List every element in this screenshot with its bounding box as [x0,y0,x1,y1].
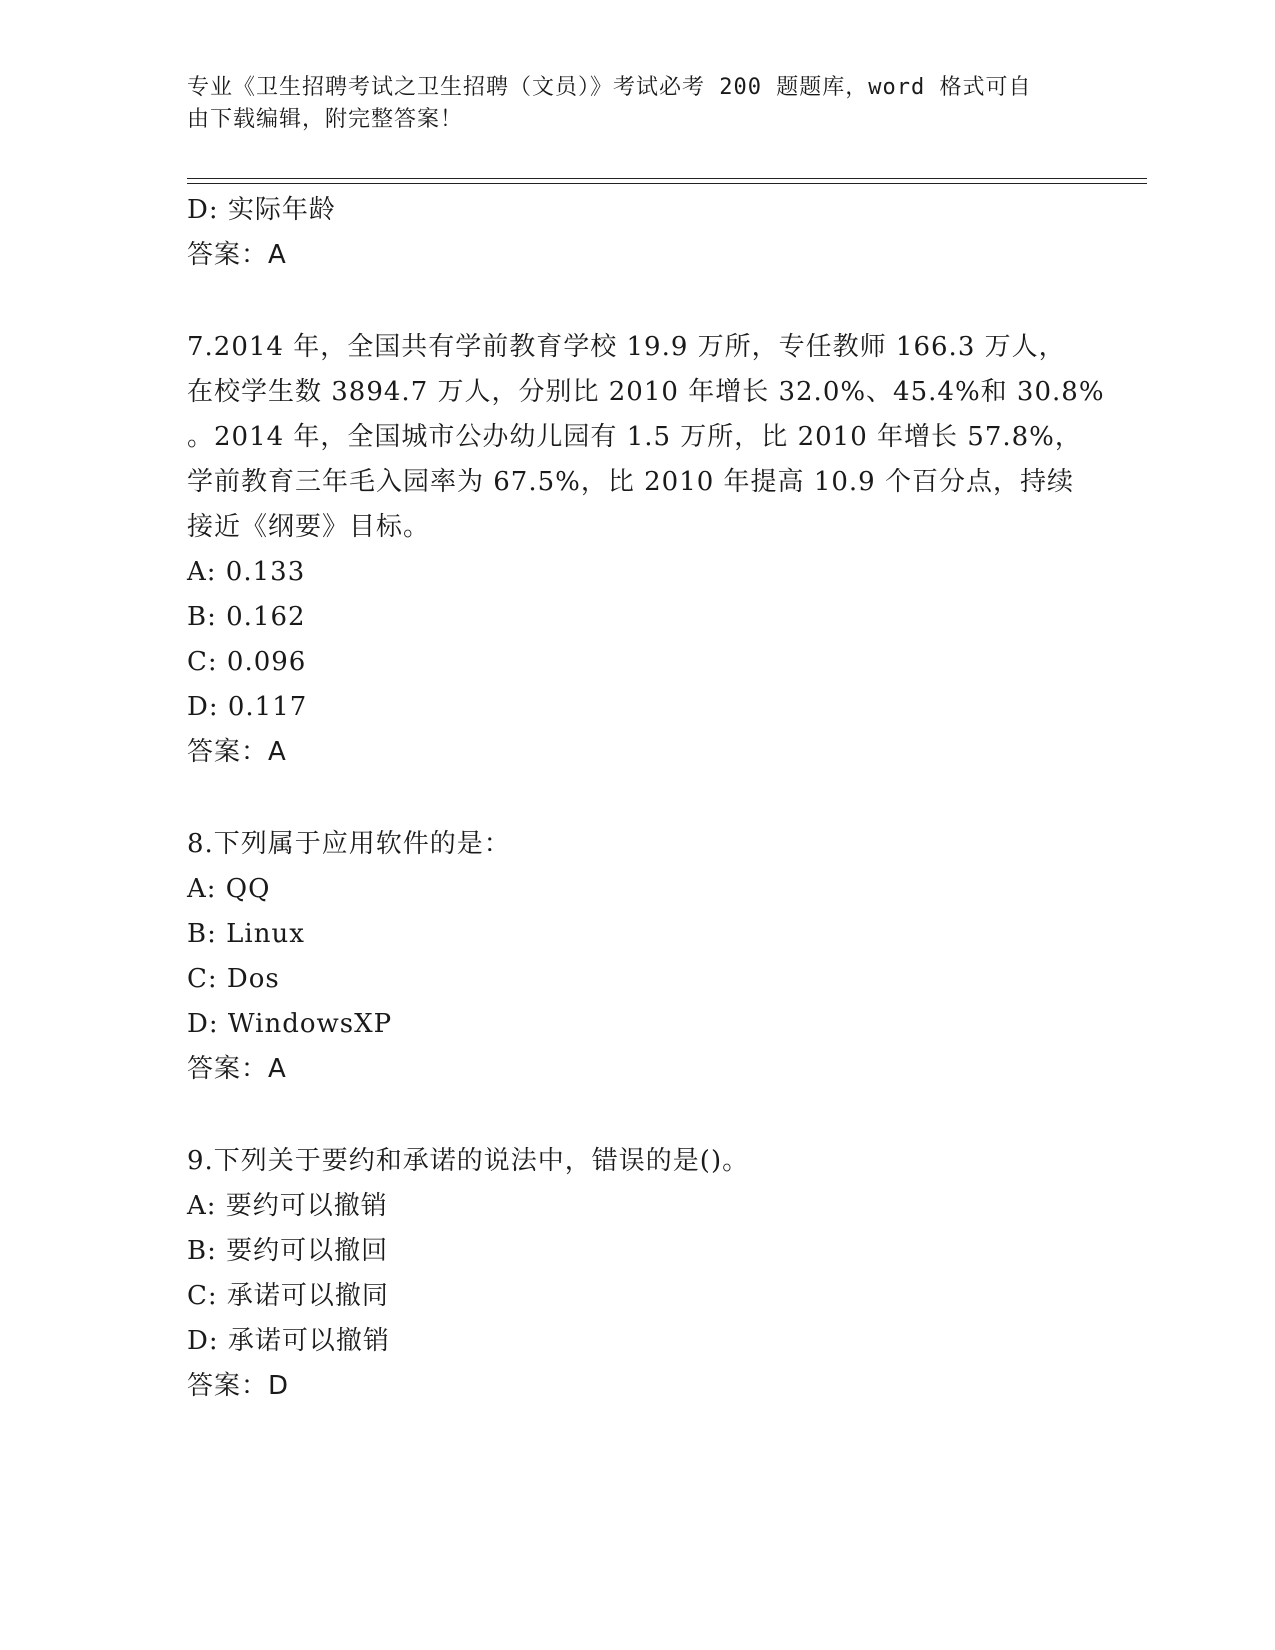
question-7 [187,325,1105,775]
option-d: D: 实际年龄 [187,195,336,225]
answer: 答案：D [187,1371,290,1401]
header-rule-bottom [187,183,1147,184]
option-d: D: 0.117 [187,692,308,722]
option-d: D: 承诺可以撤销 [187,1326,390,1356]
header-line-2: 由下载编辑，附完整答案！ [187,107,464,132]
document-body [187,188,1105,1409]
question-stem-line: 在校学生数 3894.7 万人，分别比 2010 年增长 32.0%、45.4%和 30.8% [187,377,1105,407]
answer: 答案：A [187,737,287,767]
option-c: C: 0.096 [187,647,307,677]
question-9 [187,1139,1087,1409]
option-a: A: 要约可以撤销 [187,1191,388,1221]
header-line-1: 专业《卫生招聘考试之卫生招聘（文员）》考试必考 200 题题库，word 格式可自 [187,75,1032,100]
question-stem-line: 学前教育三年毛入园率为 67.5%，比 2010 年提高 10.9 个百分点，持续 [187,467,1074,497]
answer: 答案：A [187,240,287,270]
question-stem-line: 接近《纲要》目标。 [187,512,431,542]
option-b: B: 要约可以撤回 [187,1236,389,1266]
answer: 答案：A [187,1054,287,1084]
question-stem-line: 。2014 年，全国城市公办幼儿园有 1.5 万所，比 2010 年增长 57.8%， [187,422,1082,452]
document-header [187,72,1067,136]
question-6-tail [187,188,1087,278]
option-a: A: QQ [187,874,271,904]
question-stem-line: 7.2014 年，全国共有学前教育学校 19.9 万所，专任教师 166.3 万人， [187,332,1066,362]
option-c: C: 承诺可以撤同 [187,1281,389,1311]
option-c: C: Dos [187,964,280,994]
question-stem: 8.下列属于应用软件的是： [187,829,511,859]
option-a: A: 0.133 [187,557,306,587]
question-8 [187,822,1087,1092]
option-b: B: Linux [187,919,305,949]
option-b: B: 0.162 [187,602,306,632]
option-d: D: WindowsXP [187,1009,393,1039]
header-rule-top [187,178,1147,179]
question-stem: 9.下列关于要约和承诺的说法中，错误的是()。 [187,1146,750,1176]
